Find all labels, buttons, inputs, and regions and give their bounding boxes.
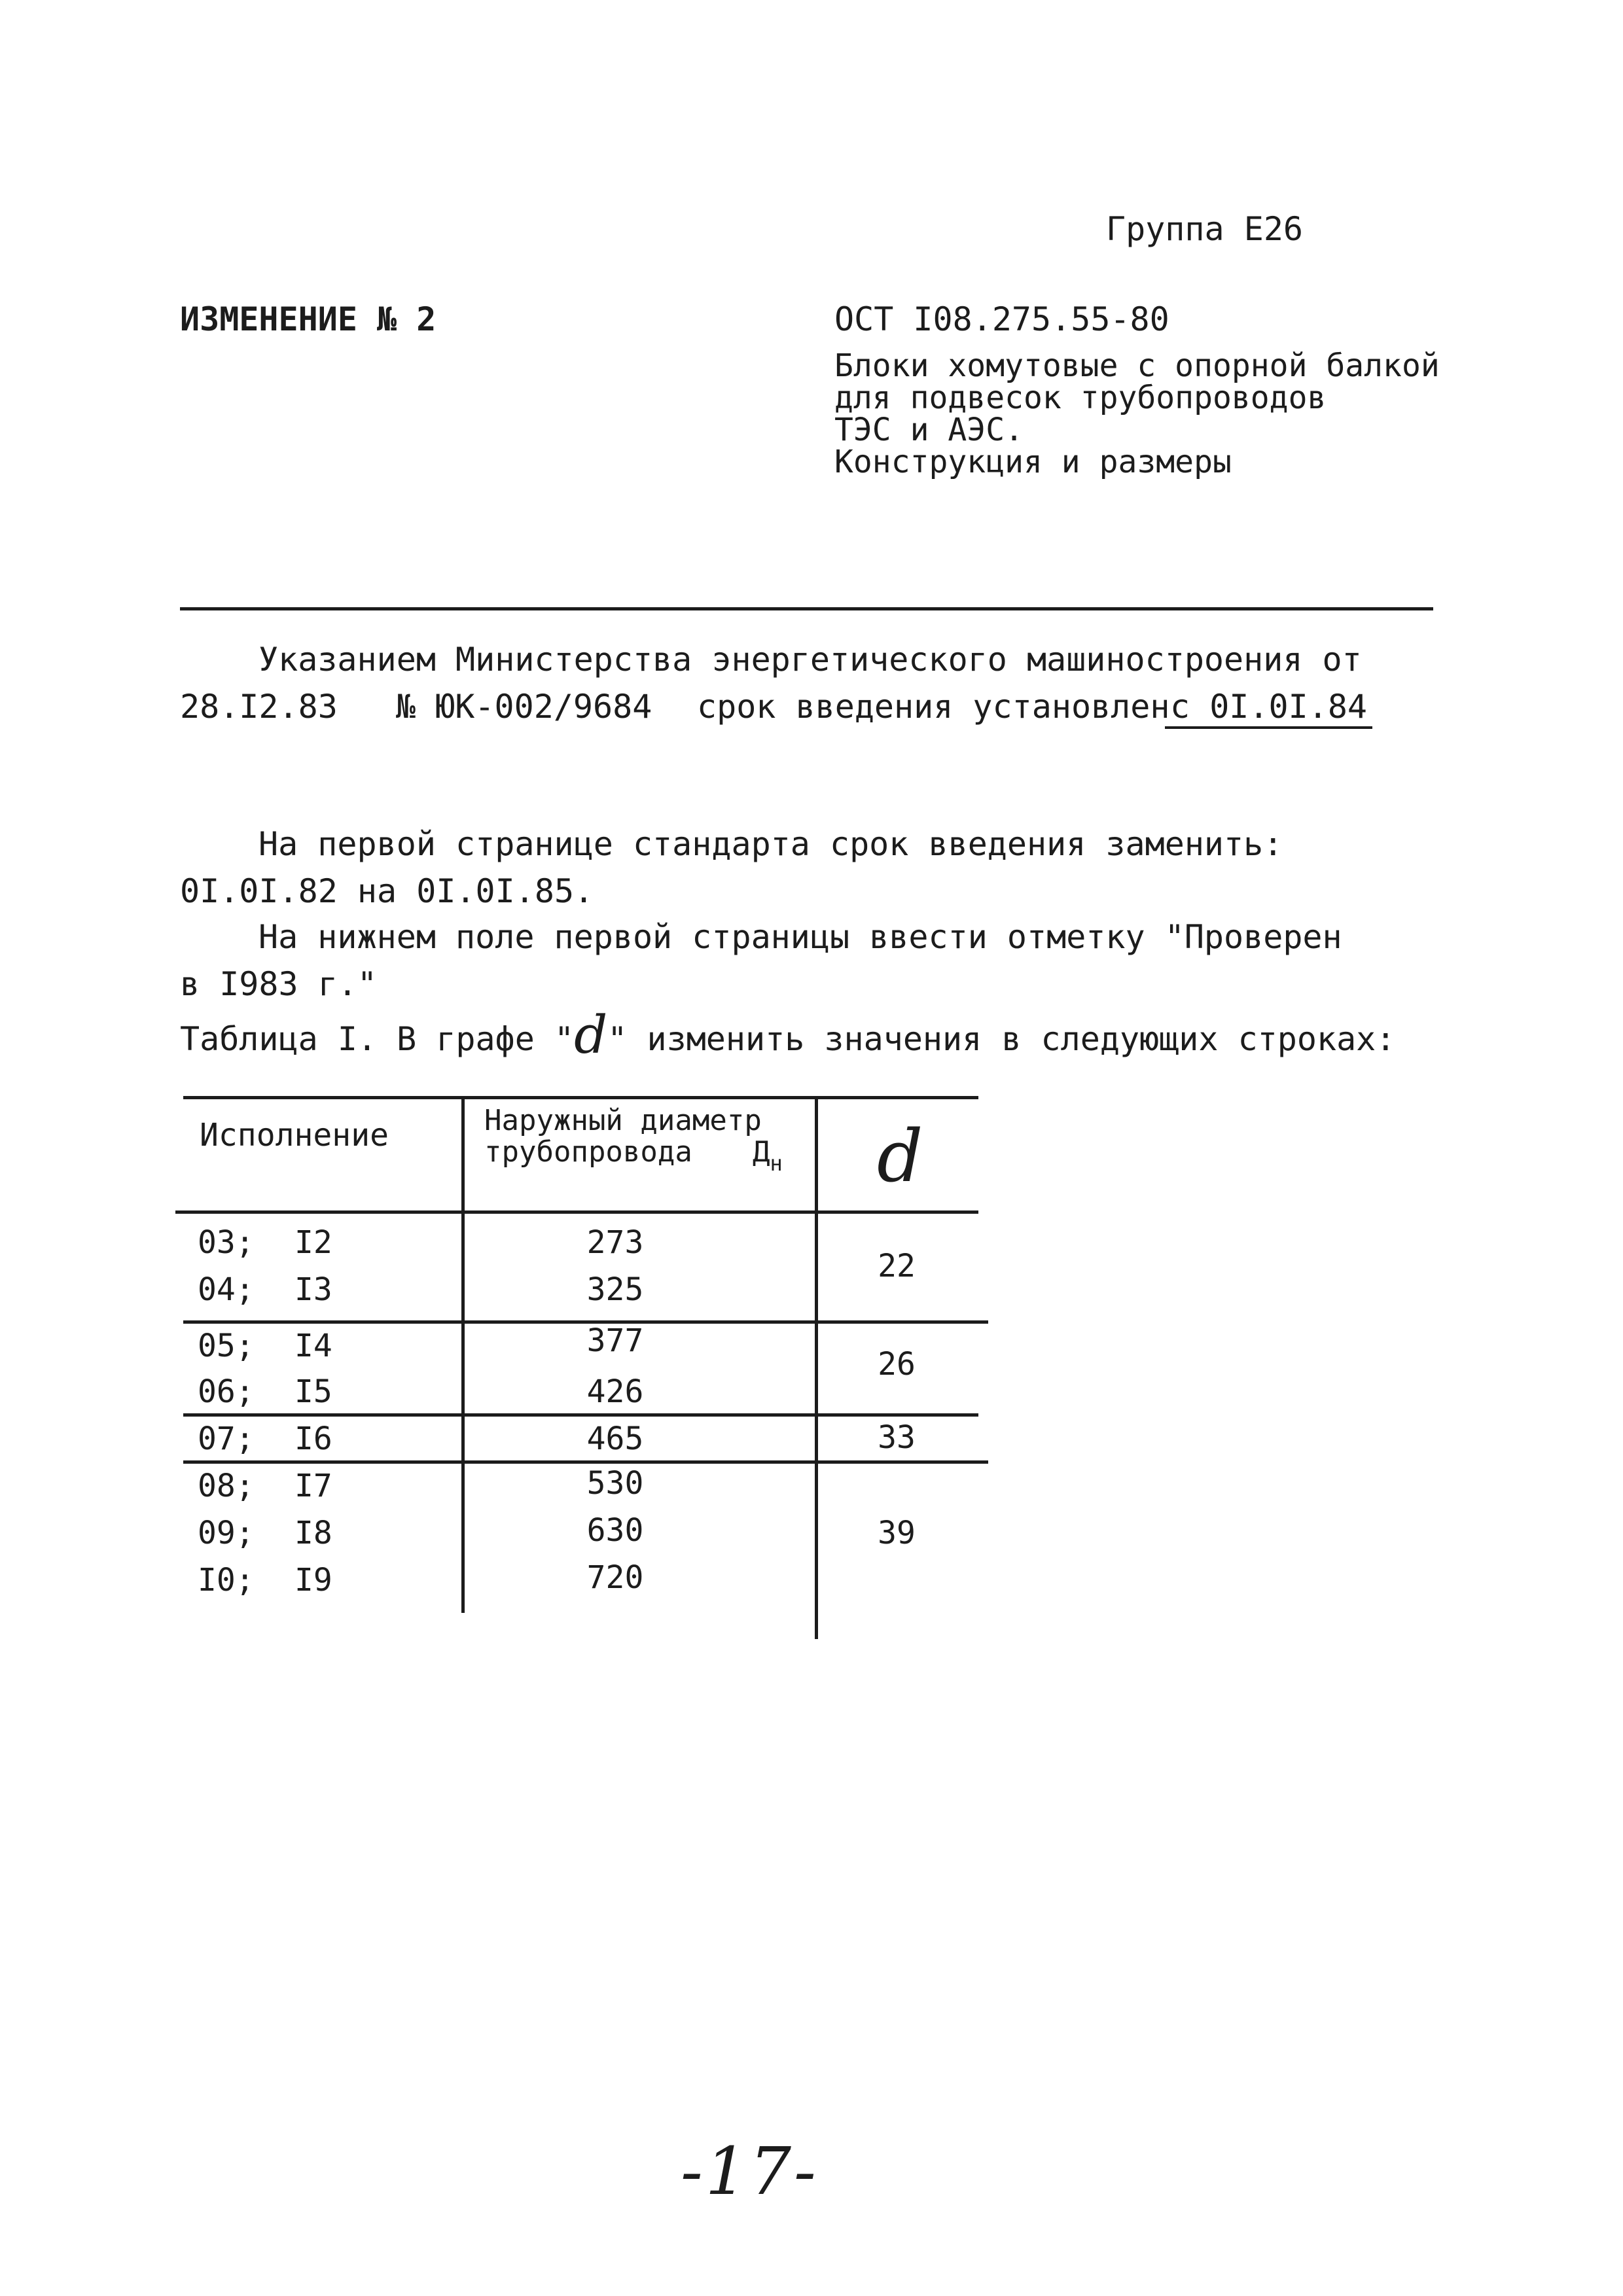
table-vline-2 [815,1096,818,1639]
title-line-1: Блоки хомутовые с опорной балкой [834,347,1440,384]
row-6-exec-a: 08; [198,1468,255,1504]
paragraph-3-before: Таблица I. В графе " [180,1020,575,1058]
row-7-exec-a: 09; [198,1515,255,1551]
table-vline-1 [461,1096,465,1613]
row-8-diameter: 720 [586,1559,644,1596]
row-5-exec-b: I6 [294,1421,332,1457]
title-line-2: для подвесок трубопроводов [834,380,1327,416]
table-group-rule-3 [183,1460,988,1464]
row-4-diameter: 426 [586,1373,644,1410]
header-divider [180,607,1433,610]
header-diameter-line-2: трубопровода [484,1135,692,1169]
d-group-1: 22 [878,1248,916,1284]
decree-date: 28.I2.83 [180,688,338,726]
row-3-diameter: 377 [586,1322,644,1359]
paragraph-2-line-1: На нижнем поле первой страницы ввести отметку "Проверен [259,918,1342,956]
header-diameter-line-1: Наружный диаметр [484,1104,762,1137]
row-5-exec-a: 07; [198,1421,255,1457]
row-8-exec-b: I9 [294,1562,332,1598]
row-4-exec-a: 06; [198,1373,255,1410]
row-2-exec-a: 04; [198,1271,255,1308]
change-number: ИЗМЕНЕНИЕ № 2 [180,300,437,338]
d-group-4: 39 [878,1515,916,1551]
dn-subscript: н [770,1151,783,1176]
decree-line-1: Указанием Министерства энергетического машиностроения от [259,641,1362,679]
paragraph-1-line-2: 0I.0I.82 на 0I.0I.85. [180,872,594,910]
decree-text: срок введения установлен [697,688,1170,726]
title-line-3: ТЭС и АЭС. [834,412,1024,448]
row-2-exec-b: I3 [294,1271,332,1308]
table-header-rule [175,1210,978,1214]
header-d: d [877,1114,923,1198]
row-1-exec-b: I2 [294,1224,332,1261]
row-5-diameter: 465 [586,1421,644,1457]
paragraph-2-line-2: в I983 г." [180,965,378,1003]
paragraph-3-after: " изменить значения в следующих строках: [607,1020,1396,1058]
paragraph-3 [180,1004,1396,1065]
title-line-4: Конструкция и размеры [834,444,1232,480]
effective-date: с 0I.0I.84 [1165,688,1372,729]
paragraph-1-line-1: На первой странице стандарта срок введения заменить: [259,825,1283,863]
d-group-2: 26 [878,1346,916,1383]
page-number: -17- [681,2133,819,2210]
row-2-diameter: 325 [586,1271,644,1308]
row-6-diameter: 530 [586,1465,644,1502]
d-symbol-inline: d [574,1004,608,1065]
row-8-exec-a: I0; [198,1562,255,1598]
table-group-rule-2 [183,1413,978,1417]
row-3-exec-b: I4 [294,1328,332,1364]
standard-code: ОСТ I08.275.55-80 [834,300,1169,338]
row-7-exec-b: I8 [294,1515,332,1551]
table-top-rule [183,1096,978,1099]
decree-number: № ЮК-002/9684 [396,688,652,726]
row-3-exec-a: 05; [198,1328,255,1364]
row-1-diameter: 273 [586,1224,644,1261]
group-label: Группа Е26 [1106,210,1304,248]
row-4-exec-b: I5 [294,1373,332,1410]
header-execution: Исполнение [200,1117,389,1154]
row-7-diameter: 630 [586,1512,644,1549]
row-6-exec-b: I7 [294,1468,332,1504]
header-diameter-symbol [753,1135,783,1176]
d-group-3: 33 [878,1419,916,1456]
row-1-exec-a: 03; [198,1224,255,1261]
dn-symbol: Д [753,1135,770,1169]
